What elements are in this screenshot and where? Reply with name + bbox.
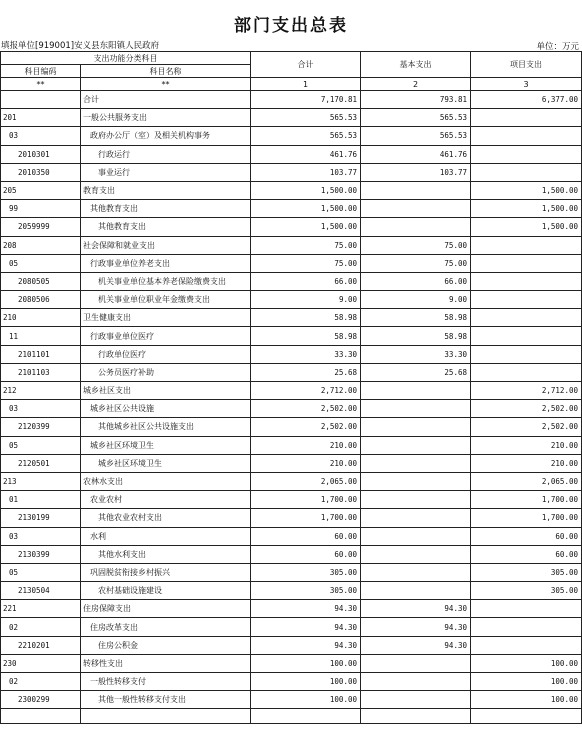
table-row (1, 454, 582, 472)
table-row (1, 345, 582, 363)
row-project: 60.00 (471, 527, 582, 545)
row-project: 2,712.00 (471, 382, 582, 400)
row-code: 99 (1, 200, 81, 218)
empty-cell (1, 709, 81, 724)
row-total: 210.00 (251, 454, 361, 472)
row-project (471, 145, 582, 163)
row-name: 行政事业单位医疗 (81, 327, 251, 345)
row-name: 其他教育支出 (81, 200, 251, 218)
expenditure-table (0, 51, 582, 724)
table-row (1, 600, 582, 618)
table-row (1, 254, 582, 272)
row-name: 其他城乡社区公共设施支出 (81, 418, 251, 436)
row-total: 66.00 (251, 272, 361, 290)
table-row (1, 472, 582, 490)
row-basic: 9.00 (361, 291, 471, 309)
row-code: 221 (1, 600, 81, 618)
row-code: 2130504 (1, 582, 81, 600)
table-row (1, 200, 582, 218)
row-project: 100.00 (471, 654, 582, 672)
row-project: 210.00 (471, 436, 582, 454)
row-basic: 793.81 (361, 91, 471, 109)
row-basic: 75.00 (361, 254, 471, 272)
row-total: 58.98 (251, 327, 361, 345)
row-total: 2,502.00 (251, 418, 361, 436)
seq-basic: 2 (361, 78, 471, 91)
header-total: 合计 (251, 52, 361, 78)
row-basic: 75.00 (361, 236, 471, 254)
table-row (1, 181, 582, 199)
row-basic (361, 527, 471, 545)
row-project (471, 600, 582, 618)
table-row (1, 527, 582, 545)
row-project: 2,502.00 (471, 400, 582, 418)
row-total: 94.30 (251, 636, 361, 654)
row-code: 11 (1, 327, 81, 345)
row-name: 事业运行 (81, 163, 251, 181)
row-total: 58.98 (251, 309, 361, 327)
row-code: 05 (1, 254, 81, 272)
row-name: 住房保障支出 (81, 600, 251, 618)
row-name: 巩固脱贫衔接乡村振兴 (81, 563, 251, 581)
row-total: 2,712.00 (251, 382, 361, 400)
row-code (1, 91, 81, 109)
row-basic: 103.77 (361, 163, 471, 181)
table-row (1, 582, 582, 600)
table-row (1, 509, 582, 527)
row-name: 住房改革支出 (81, 618, 251, 636)
row-name: 行政运行 (81, 145, 251, 163)
row-project (471, 618, 582, 636)
row-code: 212 (1, 382, 81, 400)
row-total: 33.30 (251, 345, 361, 363)
empty-cell (471, 709, 582, 724)
row-code: 210 (1, 309, 81, 327)
row-total: 1,500.00 (251, 181, 361, 199)
row-project (471, 636, 582, 654)
row-total: 1,500.00 (251, 200, 361, 218)
row-basic (361, 545, 471, 563)
row-basic: 58.98 (361, 327, 471, 345)
table-row (1, 636, 582, 654)
row-project: 1,500.00 (471, 218, 582, 236)
row-total: 305.00 (251, 582, 361, 600)
seq-total: 1 (251, 78, 361, 91)
table-row (1, 272, 582, 290)
table-row (1, 400, 582, 418)
row-total: 1,700.00 (251, 491, 361, 509)
row-code: 213 (1, 472, 81, 490)
header-project: 项目支出 (471, 52, 582, 78)
row-code: 03 (1, 527, 81, 545)
row-total: 7,170.81 (251, 91, 361, 109)
row-total: 75.00 (251, 236, 361, 254)
row-project (471, 236, 582, 254)
row-project (471, 309, 582, 327)
row-code: 208 (1, 236, 81, 254)
row-code: 02 (1, 673, 81, 691)
row-total: 565.53 (251, 109, 361, 127)
row-code: 230 (1, 654, 81, 672)
row-code: 2130199 (1, 509, 81, 527)
row-name: 行政单位医疗 (81, 345, 251, 363)
empty-cell (361, 709, 471, 724)
row-basic (361, 491, 471, 509)
row-code: 2120501 (1, 454, 81, 472)
row-code: 2010350 (1, 163, 81, 181)
row-total: 94.30 (251, 618, 361, 636)
header-function-group: 支出功能分类科目 (1, 52, 251, 65)
row-code: 2101103 (1, 363, 81, 381)
row-project: 6,377.00 (471, 91, 582, 109)
row-total: 60.00 (251, 527, 361, 545)
row-project: 2,502.00 (471, 418, 582, 436)
row-project (471, 272, 582, 290)
row-basic (361, 181, 471, 199)
row-name: 合计 (81, 91, 251, 109)
row-basic (361, 418, 471, 436)
table-row (1, 691, 582, 709)
row-total: 100.00 (251, 673, 361, 691)
row-code: 2101101 (1, 345, 81, 363)
table-row (1, 363, 582, 381)
header-name: 科目名称 (81, 65, 251, 78)
row-project: 1,700.00 (471, 491, 582, 509)
table-row (1, 654, 582, 672)
row-project: 100.00 (471, 673, 582, 691)
row-code: 01 (1, 491, 81, 509)
row-basic (361, 654, 471, 672)
table-row (1, 436, 582, 454)
table-row (1, 145, 582, 163)
row-basic (361, 509, 471, 527)
row-basic (361, 200, 471, 218)
row-name: 住房公积金 (81, 636, 251, 654)
seq-name: ** (81, 78, 251, 91)
row-project: 305.00 (471, 582, 582, 600)
row-basic: 94.30 (361, 636, 471, 654)
row-name: 其他教育支出 (81, 218, 251, 236)
row-total: 100.00 (251, 654, 361, 672)
row-name: 农村基础设施建设 (81, 582, 251, 600)
row-name: 农林水支出 (81, 472, 251, 490)
row-project: 1,700.00 (471, 509, 582, 527)
row-project (471, 327, 582, 345)
table-row (1, 327, 582, 345)
row-name: 机关事业单位基本养老保险缴费支出 (81, 272, 251, 290)
row-basic: 461.76 (361, 145, 471, 163)
row-code: 02 (1, 618, 81, 636)
row-project (471, 363, 582, 381)
row-basic: 66.00 (361, 272, 471, 290)
row-total: 2,065.00 (251, 472, 361, 490)
row-code: 2130399 (1, 545, 81, 563)
row-basic: 565.53 (361, 109, 471, 127)
row-name: 转移性支出 (81, 654, 251, 672)
row-project: 210.00 (471, 454, 582, 472)
header-basic: 基本支出 (361, 52, 471, 78)
row-total: 100.00 (251, 691, 361, 709)
row-name: 其他农业农村支出 (81, 509, 251, 527)
row-project: 60.00 (471, 545, 582, 563)
row-basic (361, 582, 471, 600)
row-basic (361, 436, 471, 454)
row-project: 305.00 (471, 563, 582, 581)
row-code: 2300299 (1, 691, 81, 709)
row-name: 行政事业单位养老支出 (81, 254, 251, 272)
row-basic (361, 691, 471, 709)
row-name: 机关事业单位职业年金缴费支出 (81, 291, 251, 309)
row-name: 政府办公厅（室）及相关机构事务 (81, 127, 251, 145)
row-code: 2080505 (1, 272, 81, 290)
row-basic: 565.53 (361, 127, 471, 145)
row-project (471, 163, 582, 181)
table-row (1, 491, 582, 509)
row-code: 2059999 (1, 218, 81, 236)
row-code: 03 (1, 400, 81, 418)
row-basic: 25.68 (361, 363, 471, 381)
row-basic: 58.98 (361, 309, 471, 327)
table-row (1, 418, 582, 436)
row-total: 94.30 (251, 600, 361, 618)
row-name: 城乡社区支出 (81, 382, 251, 400)
row-total: 1,500.00 (251, 218, 361, 236)
row-basic (361, 472, 471, 490)
row-basic (361, 400, 471, 418)
currency-unit: 单位：万元 (536, 42, 579, 52)
row-name: 一般性转移支付 (81, 673, 251, 691)
row-total: 2,502.00 (251, 400, 361, 418)
table-row (1, 545, 582, 563)
reporting-unit: 填报单位[919001]安义县东阳镇人民政府 (1, 41, 160, 51)
page-title: 部门支出总表 (234, 16, 348, 36)
row-code: 201 (1, 109, 81, 127)
row-basic (361, 673, 471, 691)
row-basic: 94.30 (361, 618, 471, 636)
table-row (1, 618, 582, 636)
table-row (1, 291, 582, 309)
row-total: 9.00 (251, 291, 361, 309)
row-total: 461.76 (251, 145, 361, 163)
table-row-empty (1, 709, 582, 724)
row-total: 305.00 (251, 563, 361, 581)
table-row (1, 127, 582, 145)
row-code: 205 (1, 181, 81, 199)
row-basic (361, 454, 471, 472)
row-total: 25.68 (251, 363, 361, 381)
row-project (471, 109, 582, 127)
table-body (1, 91, 582, 724)
table-row (1, 309, 582, 327)
empty-cell (251, 709, 361, 724)
table-row (1, 163, 582, 181)
row-code: 2210201 (1, 636, 81, 654)
row-name: 水利 (81, 527, 251, 545)
row-total: 75.00 (251, 254, 361, 272)
row-total: 60.00 (251, 545, 361, 563)
table-row (1, 109, 582, 127)
row-basic: 33.30 (361, 345, 471, 363)
row-name: 农业农村 (81, 491, 251, 509)
table-row (1, 236, 582, 254)
seq-project: 3 (471, 78, 582, 91)
seq-code: ** (1, 78, 81, 91)
row-code: 2080506 (1, 291, 81, 309)
row-code: 05 (1, 563, 81, 581)
row-project: 100.00 (471, 691, 582, 709)
row-code: 03 (1, 127, 81, 145)
table-row (1, 218, 582, 236)
row-name: 教育支出 (81, 181, 251, 199)
row-total: 565.53 (251, 127, 361, 145)
row-name: 城乡社区环境卫生 (81, 436, 251, 454)
row-project: 1,500.00 (471, 181, 582, 199)
row-basic (361, 563, 471, 581)
row-project (471, 254, 582, 272)
row-name: 卫生健康支出 (81, 309, 251, 327)
row-total: 103.77 (251, 163, 361, 181)
row-code: 2010301 (1, 145, 81, 163)
row-name: 公务员医疗补助 (81, 363, 251, 381)
row-name: 其他一般性转移支付支出 (81, 691, 251, 709)
row-basic (361, 218, 471, 236)
row-project: 1,500.00 (471, 200, 582, 218)
row-total: 210.00 (251, 436, 361, 454)
row-code: 05 (1, 436, 81, 454)
row-name: 其他水利支出 (81, 545, 251, 563)
row-project (471, 291, 582, 309)
empty-cell (81, 709, 251, 724)
row-name: 城乡社区公共设施 (81, 400, 251, 418)
table-row (1, 382, 582, 400)
row-basic: 94.30 (361, 600, 471, 618)
table-row (1, 673, 582, 691)
table-row (1, 563, 582, 581)
row-code: 2120399 (1, 418, 81, 436)
row-project: 2,065.00 (471, 472, 582, 490)
row-name: 社会保障和就业支出 (81, 236, 251, 254)
row-total: 1,700.00 (251, 509, 361, 527)
table-row (1, 91, 582, 109)
row-project (471, 127, 582, 145)
row-name: 城乡社区环境卫生 (81, 454, 251, 472)
header-code: 科目编码 (1, 65, 81, 78)
row-project (471, 345, 582, 363)
row-name: 一般公共服务支出 (81, 109, 251, 127)
row-basic (361, 382, 471, 400)
